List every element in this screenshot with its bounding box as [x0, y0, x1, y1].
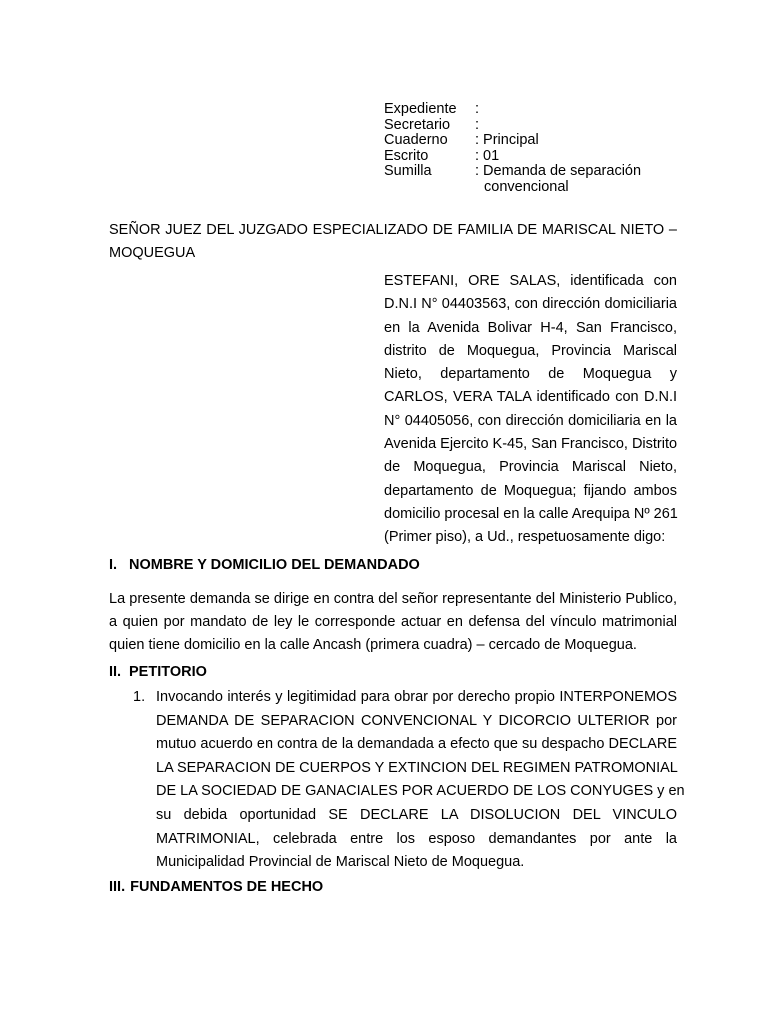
intro-line: departamento de Moquegua; fijando ambos — [384, 482, 677, 499]
header-label: Secretario — [384, 116, 451, 133]
header-row-cuaderno — [384, 133, 684, 149]
header-value: : Demanda de separación — [475, 163, 642, 179]
paragraph-line: quien tiene domicilio en la calle Ancash (primera cuadra) – cercado de Moquegua. — [109, 637, 637, 654]
section-heading-fundamentos — [109, 879, 323, 895]
demandado-paragraph — [109, 588, 677, 658]
header-label: Sumilla — [384, 163, 432, 179]
header-label: Cuaderno — [384, 132, 448, 148]
paragraph-line: Municipalidad Provincial de Mariscal Nieto de Moquegua. — [156, 854, 525, 871]
intro-line: CARLOS, VERA TALA identificado con D.N.I — [384, 389, 677, 406]
addressee-line: MOQUEGUA — [109, 245, 196, 261]
introduction-paragraph — [384, 270, 677, 550]
header-row-secretario — [384, 118, 684, 134]
intro-line: Nieto, departamento de Moquegua y — [384, 366, 677, 383]
header-label: Escrito — [384, 147, 429, 164]
paragraph-line: a quien por mandato de ley le corresponde actuar en defensa del vínculo matrimonial — [109, 614, 677, 631]
header-value-continuation: convencional — [484, 178, 569, 195]
intro-line: en la Avenida Bolivar H-4, San Francisco, — [384, 319, 677, 336]
header-value-sumilla — [475, 164, 684, 195]
intro-line: Avenida Ejercito K-45, San Francisco, Distrito — [384, 436, 678, 453]
header-row-sumilla — [384, 164, 684, 195]
header-value: : — [475, 116, 480, 133]
section-title: PETITORIO — [129, 664, 207, 680]
intro-line: (Primer piso), a Ud., respetuosamente digo: — [384, 529, 666, 546]
addressee — [109, 219, 677, 265]
section-heading-petitorio — [109, 664, 207, 680]
list-item-body — [156, 686, 685, 875]
addressee-line: SEÑOR JUEZ DEL JUZGADO ESPECIALIZADO DE FAMILIA DE MARISCAL NIETO – — [109, 222, 677, 238]
header-label: Expediente — [384, 101, 457, 117]
case-header — [384, 102, 684, 195]
list-item-number: 1. — [133, 689, 146, 705]
paragraph-line: Invocando interés y legitimidad para obrar por derecho propio INTERPONEMOS — [156, 689, 677, 705]
paragraph-line: MATRIMONIAL, celebrada entre los esposo demandantes por ante la — [156, 830, 677, 847]
header-row-escrito — [384, 149, 684, 165]
paragraph-line: LA SEPARACION DE CUERPOS Y EXTINCION DEL REGIMEN PATROMONIAL — [156, 759, 678, 776]
paragraph-line: DEMANDA DE SEPARACION CONVENCIONAL Y DICORCIO ULTERIOR por — [156, 712, 677, 729]
section-title: NOMBRE Y DOMICILIO DEL DEMANDADO — [129, 557, 420, 573]
header-value: : 01 — [475, 147, 500, 164]
intro-line: ESTEFANI, ORE SALAS, identificada con — [384, 273, 677, 289]
header-row-expediente — [384, 102, 684, 118]
intro-line: D.N.I N° 04403563, con dirección domiciliaria — [384, 296, 677, 313]
section-heading-demandado — [109, 557, 420, 573]
paragraph-line: La presente demanda se dirige en contra del señor representante del Ministerio Publico, — [109, 591, 677, 607]
intro-line: de Moquegua, Provincia Mariscal Nieto, — [384, 459, 677, 476]
intro-line: N° 04405056, con dirección domiciliaria en la — [384, 412, 677, 429]
section-number: III. — [109, 879, 126, 895]
paragraph-line: mutuo acuerdo en contra de la demandada a efecto que su despacho DECLARE — [156, 736, 677, 753]
intro-line: distrito de Moquegua, Provincia Mariscal — [384, 342, 677, 359]
section-number: II. — [109, 664, 122, 680]
header-value: : — [475, 101, 480, 117]
section-number: I. — [109, 557, 118, 573]
paragraph-line: su debida oportunidad SE DECLARE LA DISOLUCION DEL VINCULO — [156, 806, 677, 823]
paragraph-line: DE LA SOCIEDAD DE GANACIALES POR ACUERDO DE LOS CONYUGES y en — [156, 783, 685, 800]
intro-line: domicilio procesal en la calle Arequipa Nº 261 — [384, 505, 678, 522]
header-value: : Principal — [475, 132, 539, 148]
section-title: FUNDAMENTOS DE HECHO — [130, 879, 324, 895]
